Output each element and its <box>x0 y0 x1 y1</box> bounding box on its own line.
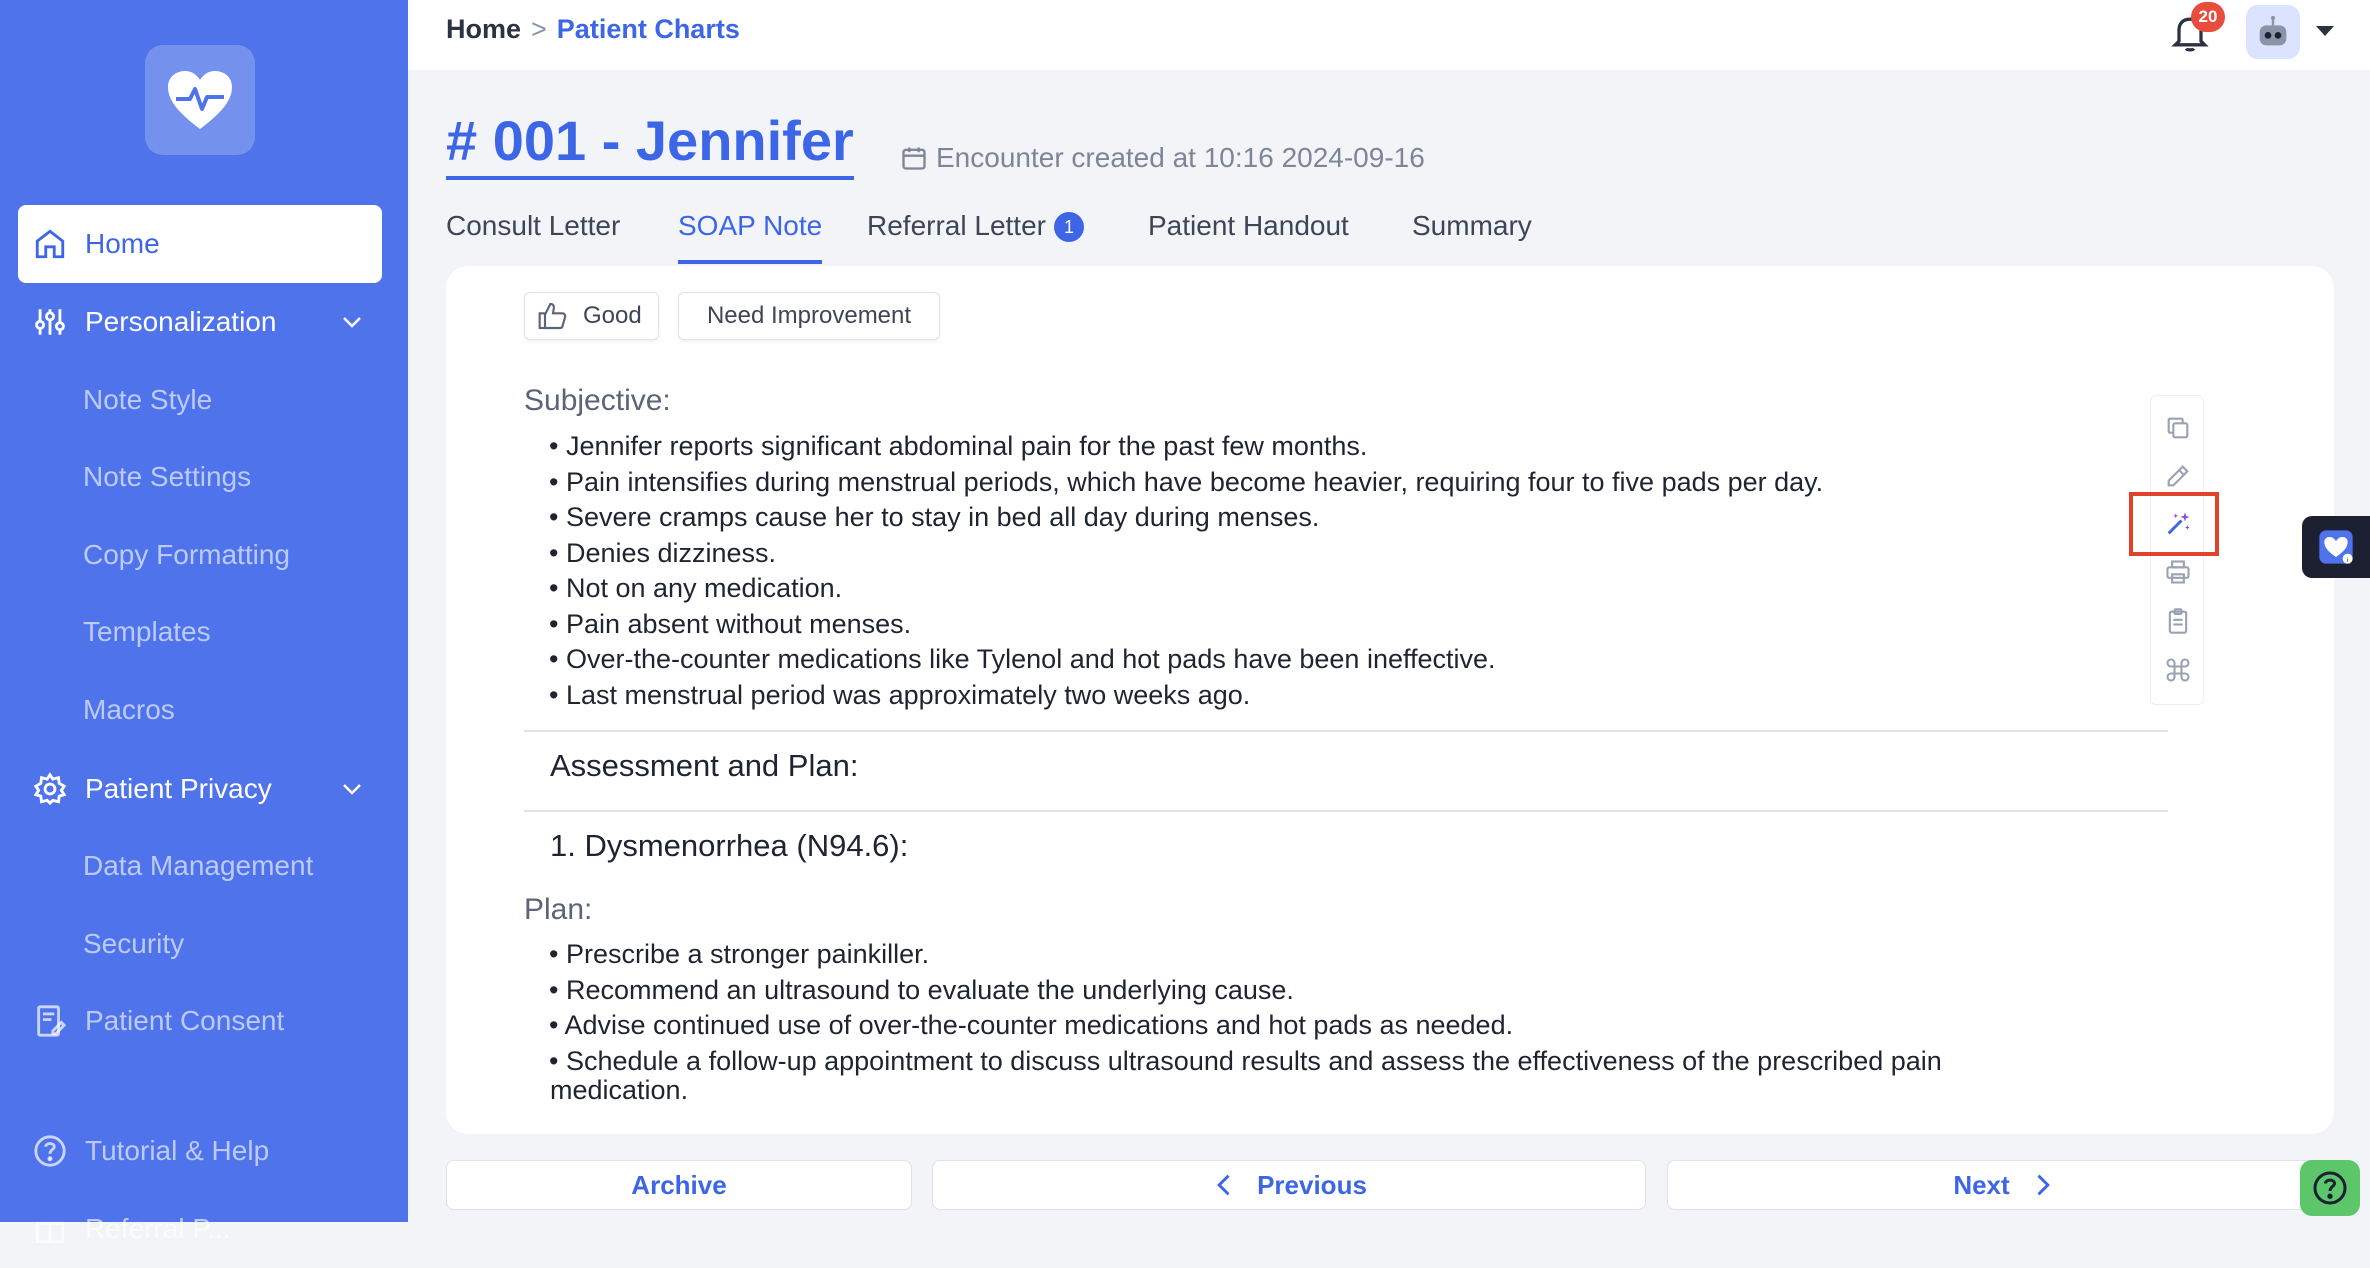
caret-down-icon[interactable] <box>2316 26 2334 36</box>
command-icon[interactable] <box>2164 656 2192 684</box>
sidebar-item-patient-consent[interactable] <box>18 982 382 1060</box>
top-bar <box>408 0 2370 70</box>
sidebar-item-label: Referral P... <box>85 1213 231 1244</box>
highlight-box <box>2129 492 2219 556</box>
previous-label: Previous <box>1257 1169 1367 1200</box>
chevron-down-icon <box>340 310 364 334</box>
help-chat-button[interactable] <box>2300 1160 2360 1216</box>
sidebar-item-tutorial[interactable] <box>18 1112 382 1190</box>
list-item: • Pain absent without menses. <box>549 607 1823 643</box>
chevron-down-icon <box>340 777 364 801</box>
next-button[interactable] <box>1667 1160 2342 1210</box>
list-item: • Recommend an ultrasound to evaluate the underlying cause. <box>549 973 1942 1009</box>
sidebar-item-label: Home <box>85 228 160 259</box>
svg-text:i: i <box>2346 557 2349 564</box>
good-label: Good <box>583 302 642 329</box>
tab-soap-note[interactable]: SOAP Note <box>678 208 822 264</box>
breadcrumb-current[interactable]: Patient Charts <box>556 14 740 44</box>
tab-consult-letter[interactable]: Consult Letter <box>446 210 621 241</box>
copy-icon[interactable] <box>2164 414 2192 442</box>
subjective-heading: Subjective: <box>524 384 671 417</box>
calendar-icon <box>900 144 928 172</box>
sidebar-item-referral[interactable] <box>18 1190 382 1268</box>
divider <box>524 730 2168 732</box>
encounter-created <box>900 142 1425 174</box>
good-feedback-button[interactable] <box>524 292 659 340</box>
tab-summary[interactable]: Summary <box>1412 210 1532 241</box>
sidebar-item-home[interactable] <box>18 205 382 283</box>
next-label: Next <box>1953 1169 2010 1200</box>
app-logo[interactable] <box>145 45 255 155</box>
list-item: • Severe cramps cause her to stay in bed all day during menses. <box>549 500 1823 536</box>
subjective-list <box>549 429 1823 713</box>
list-item: • Pain intensifies during menstrual periods, which have become heavier, requiring four to five pads per day. <box>549 465 1823 501</box>
sidebar-item-label: Patient Consent <box>85 1005 285 1036</box>
help-circle-icon <box>32 1133 68 1169</box>
chevron-left-icon <box>1211 1171 1239 1199</box>
diagnosis-heading: 1. Dysmenorrhea (N94.6): <box>550 828 909 863</box>
plan-heading: Plan: <box>524 893 593 926</box>
sidebar-item-label: Personalization <box>85 306 277 337</box>
list-item: • Denies dizziness. <box>549 536 1823 572</box>
sidebar-item-personalization[interactable] <box>18 283 382 361</box>
sliders-icon <box>32 304 68 340</box>
edit-icon[interactable] <box>2164 462 2192 490</box>
list-item: • Not on any medication. <box>549 571 1823 607</box>
list-item: • Schedule a follow-up appointment to discuss ultrasound results and assess the effectiveness of the prescribed pain <box>549 1044 1942 1080</box>
list-item: • Last menstrual period was approximately two weeks ago. <box>549 678 1823 714</box>
gear-icon <box>32 771 68 807</box>
sidebar-item-copy-formatting[interactable]: Copy Formatting <box>83 539 290 570</box>
sidebar-item-templates[interactable]: Templates <box>83 616 211 647</box>
sidebar-item-data-management[interactable]: Data Management <box>83 850 314 881</box>
encounter-created-text: Encounter created at 10:16 2024-09-16 <box>936 142 1425 173</box>
tab-patient-handout[interactable]: Patient Handout <box>1148 210 1349 241</box>
tab-referral-letter[interactable] <box>867 208 1084 264</box>
list-item: • Over-the-counter medications like Tylenol and hot pads have been ineffective. <box>549 642 1823 678</box>
question-icon <box>2312 1170 2348 1206</box>
clipboard-icon[interactable] <box>2164 607 2192 635</box>
sidebar-item-security[interactable]: Security <box>83 928 185 959</box>
document-edit-icon <box>32 1003 68 1039</box>
thumbs-up-icon <box>537 300 569 332</box>
sidebar-item-patient-privacy[interactable] <box>18 750 382 828</box>
breadcrumb <box>446 14 740 45</box>
sidebar-item-macros[interactable]: Macros <box>83 694 175 725</box>
floating-widget[interactable] <box>2302 516 2370 578</box>
sidebar-item-label: Tutorial & Help <box>85 1135 270 1166</box>
gift-icon <box>32 1211 68 1247</box>
assessment-heading: Assessment and Plan: <box>550 748 859 783</box>
sidebar-item-note-settings[interactable]: Note Settings <box>83 461 252 492</box>
tab-label: Referral Letter <box>867 210 1046 241</box>
divider <box>524 810 2168 812</box>
notification-badge: 20 <box>2191 2 2225 32</box>
print-icon[interactable] <box>2164 558 2192 586</box>
sidebar <box>0 0 408 1244</box>
list-item: • Prescribe a stronger painkiller. <box>549 937 1942 973</box>
sidebar-item-label: Patient Privacy <box>85 773 272 804</box>
list-item: • Jennifer reports significant abdominal pain for the past few months. <box>549 429 1823 465</box>
chevron-right-icon <box>2028 1171 2056 1199</box>
tab-count-badge: 1 <box>1054 212 1084 242</box>
plan-continuation: medication. <box>550 1075 689 1105</box>
home-icon <box>32 226 68 262</box>
previous-button[interactable] <box>932 1160 1646 1210</box>
list-item: • Advise continued use of over-the-counter medications and hot pads as needed. <box>549 1008 1942 1044</box>
breadcrumb-separator-icon: > <box>531 14 547 44</box>
plan-list <box>549 937 1942 1079</box>
sidebar-item-note-style[interactable]: Note Style <box>83 384 213 415</box>
page-title: # 001 - Jennifer <box>446 106 854 180</box>
robot-icon <box>2253 12 2293 52</box>
archive-button[interactable]: Archive <box>446 1160 912 1210</box>
breadcrumb-home[interactable]: Home <box>446 14 522 44</box>
need-improvement-button[interactable]: Need Improvement <box>678 292 940 340</box>
avatar[interactable] <box>2246 5 2300 59</box>
heart-pulse-icon <box>166 69 234 131</box>
heart-icon <box>2316 527 2356 567</box>
